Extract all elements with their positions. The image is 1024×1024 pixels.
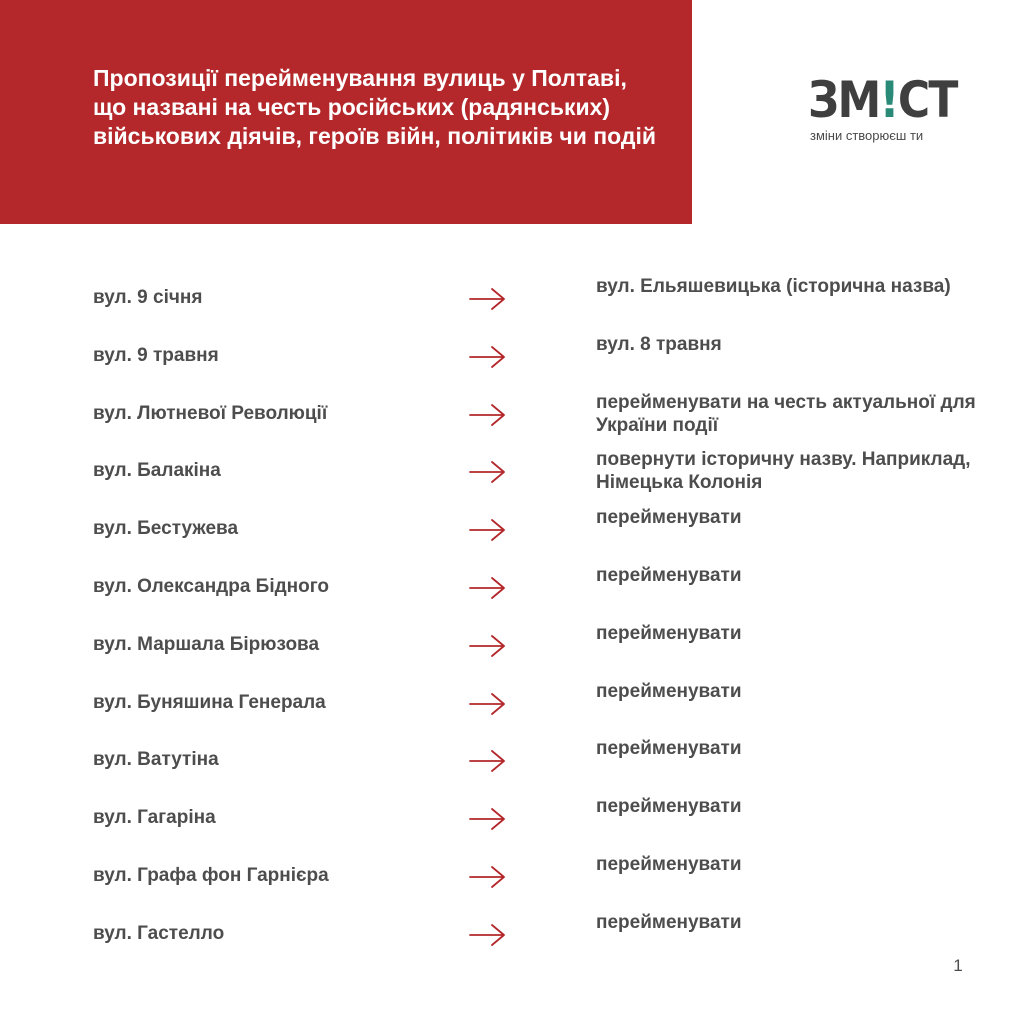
rename-proposal: перейменувати — [596, 796, 742, 818]
rename-proposal: перейменувати — [596, 565, 742, 586]
right-arrow-icon — [468, 692, 508, 716]
rename-proposal: перейменувати — [596, 507, 742, 529]
rename-proposal: перейменувати — [596, 911, 742, 933]
street-row — [0, 443, 1024, 499]
street-list — [0, 270, 1024, 970]
street-name: вул. Гагаріна — [93, 807, 216, 829]
street-name: вул. Балакіна — [93, 460, 221, 482]
right-arrow-icon — [468, 923, 508, 947]
logo-wordmark — [808, 71, 957, 129]
street-name: вул. Графа фон Гарнієра — [93, 865, 329, 886]
street-name: вул. Буняшина Генерала — [93, 691, 326, 713]
header-banner — [0, 0, 692, 224]
right-arrow-icon — [468, 287, 508, 311]
street-row — [0, 906, 1024, 962]
right-arrow-icon — [468, 403, 508, 427]
logo-word-start: ЗМ — [808, 71, 880, 129]
right-arrow-icon — [468, 865, 508, 889]
rename-proposal: повернути історичну назву. Наприклад, Німецька Колонія — [596, 449, 971, 494]
street-name: вул. Маршала Бірюзова — [93, 633, 320, 655]
street-row — [0, 559, 1024, 615]
street-name: вул. Ватутіна — [93, 749, 219, 771]
rename-proposal: перейменувати — [596, 680, 742, 702]
right-arrow-icon — [468, 576, 508, 600]
street-row — [0, 328, 1024, 384]
zmist-logo — [808, 72, 958, 152]
page-title: Пропозиції перейменування вулиць у Полтаві, що названі на честь російських (радянських) військових діячів, героїв війн, політиків чи подій — [93, 65, 657, 149]
rename-proposal: перейменувати — [596, 738, 742, 760]
logo-tagline: зміни створюєш ти — [810, 128, 924, 143]
street-row — [0, 617, 1024, 673]
right-arrow-icon — [468, 749, 508, 773]
logo-word-accent: ! — [879, 71, 898, 129]
street-row — [0, 675, 1024, 731]
rename-proposal: вул. Ельяшевицька (історична назва) — [596, 276, 951, 297]
rename-proposal: перейменувати — [596, 622, 742, 644]
street-row — [0, 848, 1024, 904]
street-row — [0, 270, 1024, 326]
street-row — [0, 501, 1024, 557]
street-name: вул. 9 січня — [93, 287, 203, 308]
rename-proposal: перейменувати — [596, 854, 742, 875]
right-arrow-icon — [468, 807, 508, 831]
logo-word-end: СТ — [897, 71, 957, 129]
rename-proposal: перейменувати на честь актуальної для України події — [596, 391, 976, 436]
street-name: вул. Олександра Бідного — [93, 576, 330, 597]
street-name: вул. 9 травня — [93, 344, 219, 366]
right-arrow-icon — [468, 518, 508, 542]
street-row — [0, 732, 1024, 788]
street-row — [0, 790, 1024, 846]
right-arrow-icon — [468, 460, 508, 484]
street-row — [0, 386, 1024, 442]
rename-proposal: вул. 8 травня — [596, 333, 722, 355]
street-name: вул. Лютневої Революції — [93, 402, 328, 424]
street-name: вул. Бестужева — [93, 518, 239, 540]
right-arrow-icon — [468, 345, 508, 369]
page-number: 1 — [953, 956, 963, 975]
right-arrow-icon — [468, 634, 508, 658]
street-name: вул. Гастелло — [93, 922, 225, 944]
